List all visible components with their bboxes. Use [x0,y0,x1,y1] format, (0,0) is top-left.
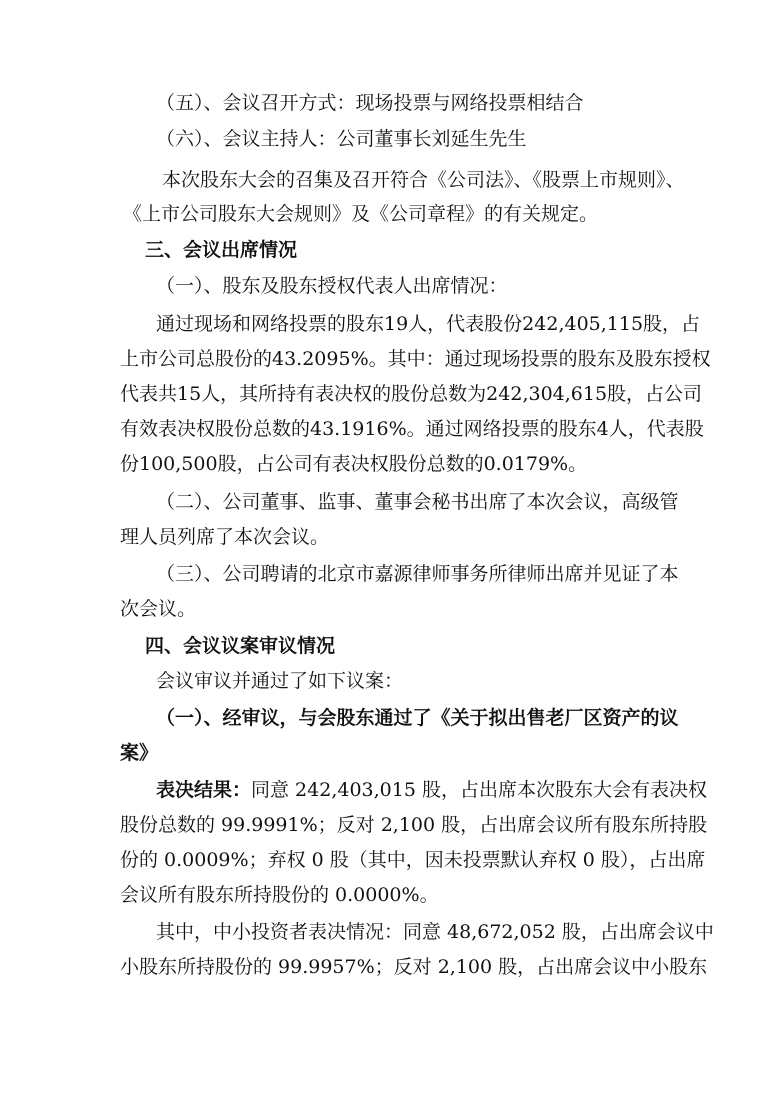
item5-line: （五）、会议召开方式：现场投票与网络投票相结合 [156,92,584,114]
attendance-1-line-4: 有效表决权股份总数的43.1916%。通过网络投票的股东4人，代表股 [120,418,704,440]
attendance-1-line-1: 通过现场和网络投票的股东19人，代表股份242,405,115股，占 [156,313,701,335]
minority-line-2: 小股东所持股份的 99.9957%；反对 2,100 股，占出席会议中小股东 [120,956,708,978]
result-line-4: 会议所有股东所持股份的 0.0000%。 [120,884,439,906]
motion-1-line-2: 案》 [120,742,159,764]
attendance-3-line-1: （三）、公司聘请的北京市嘉源律师事务所律师出席并见证了本 [156,563,679,585]
attendance-2-line-2: 理人员列席了本次会议。 [120,526,330,548]
item6-line: （六）、会议主持人：公司董事长刘延生先生 [156,128,527,150]
compliance-line-1: 本次股东大会的召集及召开符合《公司法》、《股票上市规则》、 [162,169,685,191]
result-line-3: 份的 0.0009%；弃权 0 股（其中，因未投票默认弃权 0 股），占出席 [120,849,706,871]
result-line-2: 股份总数的 99.9991%；反对 2,100 股，占出席会议所有股东所持股 [120,814,708,836]
result-label: 表决结果： [156,779,252,801]
result-line-1-text: 同意 242,403,015 股，占出席本次股东大会有表决权 [251,779,707,801]
section-3-title: 三、会议出席情况 [145,239,298,261]
attendance-1-line-2: 上市公司总股份的43.2095%。其中：通过现场投票的股东及股东授权 [120,348,711,370]
attendance-3-line-2: 次会议。 [120,598,197,620]
motion-1-line-1: （一）、经审议，与会股东通过了《关于拟出售老厂区资产的议 [156,707,679,729]
result-line-1 [156,775,707,805]
minority-line-1: 其中，中小投资者表决情况：同意 48,672,052 股，占出席会议中 [156,921,714,943]
attendance-1-line-5: 份100,500股，占公司有表决权股份总数的0.0179%。 [120,453,588,475]
attendance-2-line-1: （二）、公司董事、监事、董事会秘书出席了本次会议，高级管 [156,491,679,513]
review-intro: 会议审议并通过了如下议案： [156,670,404,692]
attendance-1-title: （一）、股东及股东授权代表人出席情况： [156,275,508,297]
section-4-title: 四、会议议案审议情况 [145,635,336,657]
attendance-1-line-3: 代表共15人，其所持有表决权的股份总数为242,304,615股，占公司 [120,383,703,405]
compliance-line-2: 《上市公司股东大会规则》及《公司章程》的有关规定。 [123,203,599,225]
